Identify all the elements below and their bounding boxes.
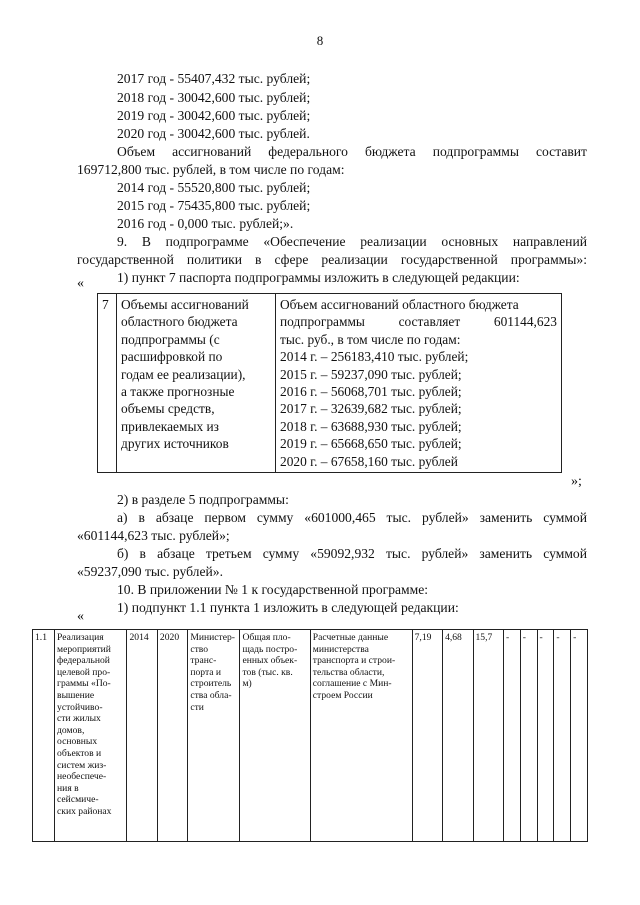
appendix-name-line: ских районах <box>57 805 112 817</box>
appendix-name-line: граммы «По- <box>57 678 111 690</box>
passport-year-line: 2019 г. – 65668,650 тыс. рублей; <box>280 436 462 452</box>
appendix-name-line: необеспече- <box>57 771 107 783</box>
appendix-name-line: систем жиз- <box>57 759 107 771</box>
item9-line1: 9. В подпрограмме «Обеспечение реализации основных направлений <box>117 234 587 249</box>
appendix-indicator-line: щадь постро- <box>242 643 298 655</box>
item2-title: 2) в разделе 5 подпрограммы: <box>117 492 289 507</box>
appendix-source-line: министерства <box>312 643 369 655</box>
appendix-indicator-line: тов (тыс. кв. <box>242 666 293 678</box>
appendix-source-line: соглашение с Мин- <box>312 678 392 690</box>
passport-year-line: 2020 г. – 67658,160 тыс. рублей <box>280 453 458 469</box>
budget-line-2017: 2017 год - 55407,432 тыс. рублей; <box>117 71 311 86</box>
appendix-executor-line: Министер- <box>190 632 235 643</box>
appendix-name-line: сейсмиче- <box>57 794 99 806</box>
appendix-name-line: вышение <box>57 689 95 701</box>
appendix-number: 1.1 <box>33 630 55 842</box>
appendix-dash: - <box>537 630 554 842</box>
appendix-source-line: транспорта и строи- <box>312 655 396 667</box>
appendix-value-1: 7,19 <box>412 630 442 842</box>
passport-row <box>98 294 562 473</box>
appendix-name-line: ния в <box>57 782 79 794</box>
passport-year-line: 2015 г. – 59237,090 тыс. рублей; <box>280 366 462 382</box>
passport-value-line: подпрограммы составляет 601144,623 <box>280 314 557 330</box>
appendix-name-line: сти жилых <box>57 713 101 725</box>
appendix-dash: - <box>571 630 588 842</box>
passport-label-line: областного бюджета <box>121 314 238 330</box>
appendix-source-cell <box>310 630 412 842</box>
passport-row-number: 7 <box>98 294 117 473</box>
appendix-executor-line: ства обла- <box>190 689 232 701</box>
appendix-table <box>32 629 588 842</box>
passport-value-line: тыс. руб., в том числе по годам: <box>280 331 461 347</box>
federal-paragraph-line2: 169712,800 тыс. рублей, в том числе по годам: <box>77 162 345 177</box>
federal-year-2016: 2016 год - 0,000 тыс. рублей;». <box>117 216 294 231</box>
appendix-source-line: Расчетные данные <box>312 632 389 643</box>
item2b-line1: б) в абзаце третьем сумму «59092,932 тыс. рублей» заменить суммой <box>117 546 587 561</box>
item9-line2: государственной политики в сфере реализации государственной программы»: <box>77 252 587 267</box>
passport-label-line: Объемы ассигнований <box>121 297 249 312</box>
appendix-executor-line: ство <box>190 643 209 655</box>
appendix-name-line: основных <box>57 736 98 748</box>
passport-label-line: подпрограммы (с <box>121 331 220 347</box>
item2a-line1: а) в абзаце первом сумму «601000,465 тыс. рублей» заменить суммой <box>117 510 587 525</box>
passport-value-cell <box>276 294 562 473</box>
appendix-name-line: домов, <box>57 724 85 736</box>
appendix-name-line: мероприятий <box>57 643 111 655</box>
passport-label-line: а также прогнозные <box>121 384 235 400</box>
item2b-line2: «59237,090 тыс. рублей». <box>77 564 223 579</box>
item9-sub1: 1) пункт 7 паспорта подпрограммы изложить в следующей редакции: <box>117 270 520 285</box>
item10: 10. В приложении № 1 к государственной программе: <box>117 582 429 597</box>
close-quote: »; <box>571 474 582 489</box>
appendix-name-line: Реализация <box>57 632 104 643</box>
appendix-executor-line: транс- <box>190 655 217 667</box>
appendix-name-line: объектов и <box>57 747 102 759</box>
budget-line-2019: 2019 год - 30042,600 тыс. рублей; <box>117 108 311 123</box>
passport-label-line: годам ее реализации), <box>121 366 246 382</box>
appendix-name-line: устойчиво- <box>57 701 103 713</box>
appendix-source-line: тельства области, <box>312 666 385 678</box>
appendix-executor-line: строитель <box>190 678 232 690</box>
open-quote-1: « <box>77 276 84 291</box>
appendix-indicator-line: енных объек- <box>242 655 298 667</box>
appendix-name-line: целевой про- <box>57 666 111 678</box>
budget-line-2018: 2018 год - 30042,600 тыс. рублей; <box>117 90 311 105</box>
passport-year-line: 2014 г. – 256183,410 тыс. рублей; <box>280 349 469 365</box>
federal-paragraph-line1: Объем ассигнований федерального бюджета подпрограммы составит <box>117 144 587 159</box>
appendix-name-line: федеральной <box>57 655 110 667</box>
passport-label-cell <box>117 294 276 473</box>
appendix-dash: - <box>503 630 520 842</box>
passport-year-line: 2017 г. – 32639,682 тыс. рублей; <box>280 401 462 417</box>
open-quote-2: « <box>77 609 84 624</box>
appendix-indicator-line: м) <box>242 678 252 690</box>
appendix-indicator-cell <box>240 630 310 842</box>
page-number: 8 <box>316 33 324 48</box>
appendix-executor-line: сти <box>190 701 204 713</box>
passport-table <box>97 293 562 473</box>
passport-label-line: других источников <box>121 436 229 452</box>
appendix-dash: - <box>520 630 537 842</box>
appendix-year-end: 2020 <box>157 630 187 842</box>
passport-label-line: расшифровкой по <box>121 349 223 365</box>
appendix-row <box>33 630 588 842</box>
appendix-year-start: 2014 <box>127 630 157 842</box>
appendix-indicator-line: Общая пло- <box>242 632 291 643</box>
appendix-name-cell <box>55 630 127 842</box>
budget-line-2020: 2020 год - 30042,600 тыс. рублей. <box>117 126 310 141</box>
passport-value-line: Объем ассигнований областного бюджета <box>280 297 519 312</box>
passport-label-line: объемы средств, <box>121 401 215 417</box>
appendix-value-2: 4,68 <box>443 630 473 842</box>
appendix-source-line: строем России <box>312 689 373 701</box>
item10-sub1: 1) подпункт 1.1 пункта 1 изложить в следующей редакции: <box>117 600 459 615</box>
appendix-executor-cell <box>188 630 240 842</box>
passport-label-line: привлекаемых из <box>121 418 219 434</box>
federal-year-2014: 2014 год - 55520,800 тыс. рублей; <box>117 180 311 195</box>
passport-year-line: 2016 г. – 56068,701 тыс. рублей; <box>280 384 462 400</box>
appendix-dash: - <box>554 630 571 842</box>
passport-year-line: 2018 г. – 63688,930 тыс. рублей; <box>280 418 462 434</box>
appendix-executor-line: порта и <box>190 666 222 678</box>
appendix-value-3: 15,7 <box>473 630 503 842</box>
federal-year-2015: 2015 год - 75435,800 тыс. рублей; <box>117 198 311 213</box>
item2a-line2: «601144,623 тыс. рублей»; <box>77 528 230 543</box>
